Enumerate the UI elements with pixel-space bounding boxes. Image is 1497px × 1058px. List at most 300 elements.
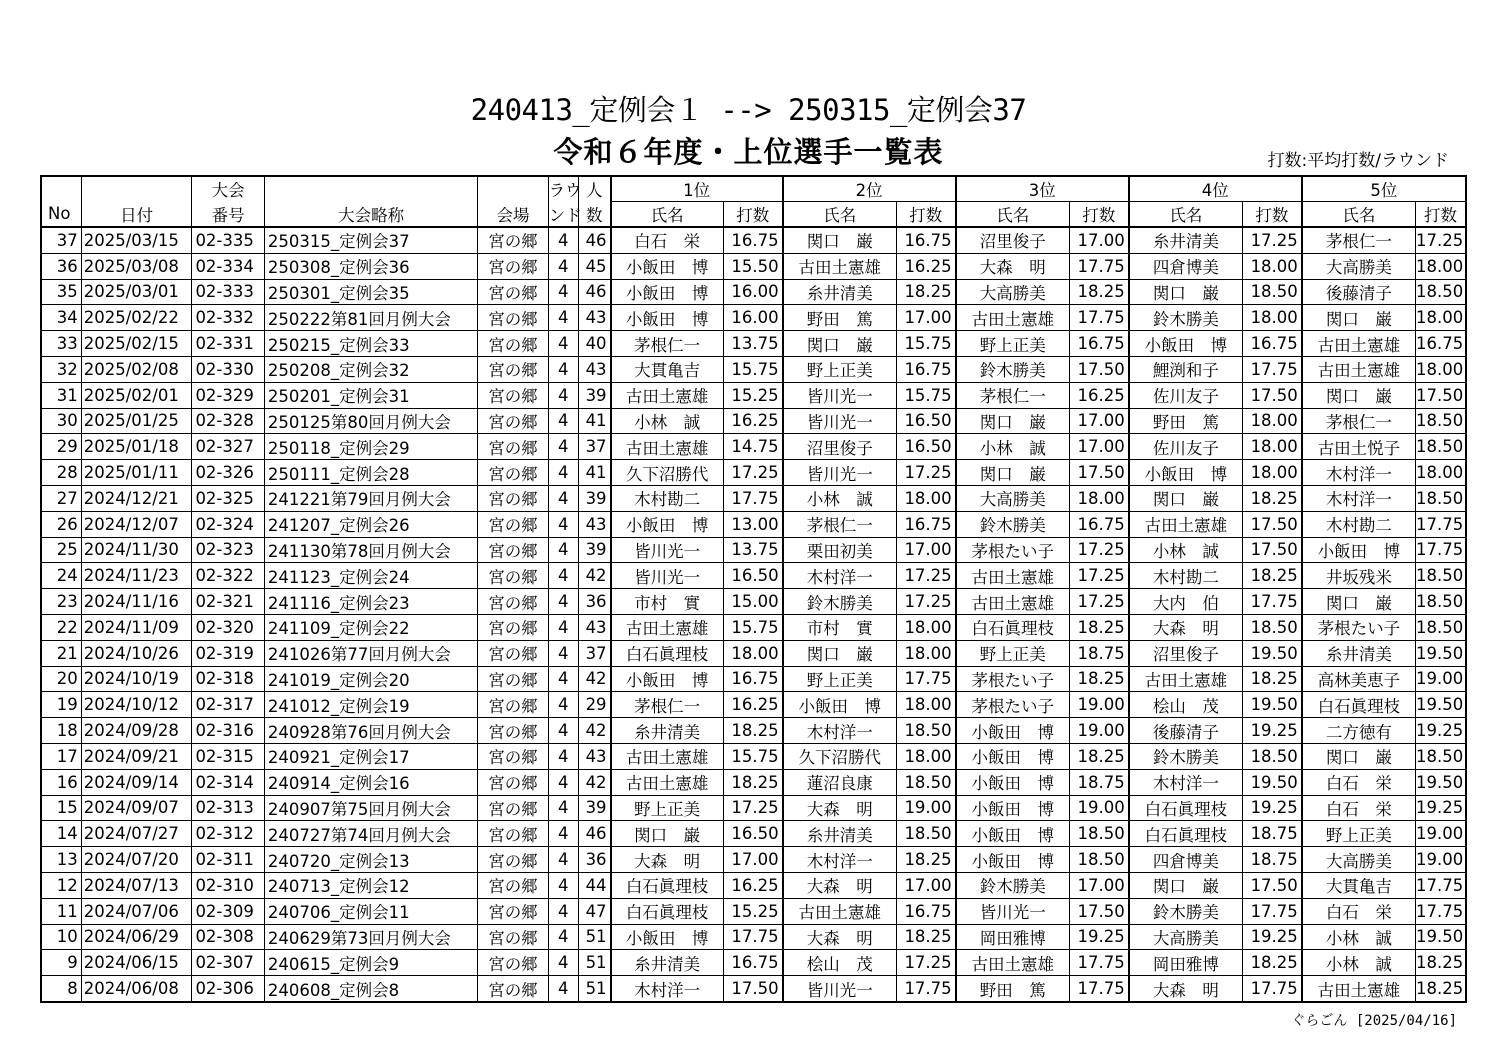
table-row xyxy=(41,305,1466,331)
player-2-cell: 沼里俊子 xyxy=(783,434,897,460)
table-row xyxy=(41,666,1466,692)
participants-cell: 43 xyxy=(578,356,610,382)
venue-cell: 宮の郷 xyxy=(478,563,548,589)
date-cell: 2024/09/14 xyxy=(81,769,192,795)
participants-cell: 41 xyxy=(578,408,610,434)
player-4-cell: 四倉博美 xyxy=(1129,253,1243,279)
score-3-cell: 16.25 xyxy=(1069,382,1128,408)
player-5-cell: 大貫亀吉 xyxy=(1302,872,1416,898)
score-4-cell: 18.25 xyxy=(1242,950,1301,976)
player-4-cell: 大森 明 xyxy=(1129,976,1243,1002)
rounds-cell: 4 xyxy=(548,485,578,511)
player-5-cell: 古田土憲雄 xyxy=(1302,976,1416,1002)
row-no-cell: 18 xyxy=(41,718,81,744)
player-1-cell: 白石眞理枝 xyxy=(611,872,724,898)
player-3-cell: 白石眞理枝 xyxy=(956,614,1070,640)
player-3-cell: 関口 巌 xyxy=(956,460,1070,486)
score-3-cell: 18.50 xyxy=(1069,847,1128,873)
score-1-cell: 17.75 xyxy=(723,485,782,511)
date-cell: 2024/06/08 xyxy=(81,976,192,1002)
venue-cell: 宮の郷 xyxy=(478,614,548,640)
score-1-cell: 16.50 xyxy=(723,563,782,589)
score-4-cell: 18.50 xyxy=(1242,614,1301,640)
event-name-cell: 250222第81回月例大会 xyxy=(264,305,477,331)
score-5-cell: 19.00 xyxy=(1416,821,1466,847)
event-name-cell: 240720_定例会13 xyxy=(264,847,477,873)
player-2-cell: 皆川光一 xyxy=(783,382,897,408)
date-cell: 2024/10/26 xyxy=(81,640,192,666)
date-cell: 2024/06/15 xyxy=(81,950,192,976)
score-1-cell: 16.75 xyxy=(723,950,782,976)
player-2-cell: 皆川光一 xyxy=(783,408,897,434)
score-1-cell: 15.75 xyxy=(723,743,782,769)
score-5-cell: 16.75 xyxy=(1416,331,1466,357)
rounds-cell: 4 xyxy=(548,305,578,331)
participants-cell: 51 xyxy=(578,924,610,950)
player-1-cell: 糸井清美 xyxy=(611,950,724,976)
table-row xyxy=(41,511,1466,537)
player-5-cell: 野上正美 xyxy=(1302,821,1416,847)
score-5-cell: 18.00 xyxy=(1416,460,1466,486)
player-4-cell: 鯉渕和子 xyxy=(1129,356,1243,382)
score-4-cell: 19.50 xyxy=(1242,769,1301,795)
event-number-cell: 02-307 xyxy=(192,950,264,976)
venue-cell: 宮の郷 xyxy=(478,460,548,486)
rounds-cell: 4 xyxy=(548,640,578,666)
venue-cell: 宮の郷 xyxy=(478,898,548,924)
player-1-cell: 大森 明 xyxy=(611,847,724,873)
player-4-cell: 関口 巌 xyxy=(1129,279,1243,305)
player-5-cell: 小林 誠 xyxy=(1302,950,1416,976)
score-3-cell: 17.00 xyxy=(1069,227,1128,253)
player-2-cell: 木村洋一 xyxy=(783,563,897,589)
row-no-cell: 22 xyxy=(41,614,81,640)
player-4-cell: 関口 巌 xyxy=(1129,872,1243,898)
score-1-cell: 15.50 xyxy=(723,253,782,279)
event-name-cell: 250301_定例会35 xyxy=(264,279,477,305)
player-1-cell: 古田土憲雄 xyxy=(611,769,724,795)
score-4-cell: 18.00 xyxy=(1242,460,1301,486)
participants-cell: 46 xyxy=(578,227,610,253)
event-name-cell: 240608_定例会8 xyxy=(264,976,477,1002)
table-row xyxy=(41,614,1466,640)
score-5-cell: 17.75 xyxy=(1416,872,1466,898)
score-2-cell: 17.25 xyxy=(896,589,955,615)
player-2-cell: 野上正美 xyxy=(783,666,897,692)
row-no-cell: 33 xyxy=(41,331,81,357)
event-name-cell: 250308_定例会36 xyxy=(264,253,477,279)
table-row xyxy=(41,356,1466,382)
participants-cell: 41 xyxy=(578,460,610,486)
event-number-cell: 02-315 xyxy=(192,743,264,769)
score-3-cell: 16.75 xyxy=(1069,331,1128,357)
player-3-cell: 大森 明 xyxy=(956,253,1070,279)
player-4-cell: 糸井清美 xyxy=(1129,227,1243,253)
event-number-cell: 02-308 xyxy=(192,924,264,950)
participants-cell: 47 xyxy=(578,898,610,924)
player-5-cell: 木村洋一 xyxy=(1302,485,1416,511)
score-3-cell: 17.75 xyxy=(1069,253,1128,279)
score-1-cell: 14.75 xyxy=(723,434,782,460)
score-2-cell: 17.75 xyxy=(896,976,955,1002)
date-cell: 2024/12/21 xyxy=(81,485,192,511)
score-1-cell: 16.25 xyxy=(723,872,782,898)
row-no-cell: 35 xyxy=(41,279,81,305)
score-3-cell: 17.25 xyxy=(1069,563,1128,589)
score-3-cell: 17.25 xyxy=(1069,589,1128,615)
venue-cell: 宮の郷 xyxy=(478,382,548,408)
table-row xyxy=(41,408,1466,434)
score-2-cell: 16.25 xyxy=(896,253,955,279)
rounds-cell: 4 xyxy=(548,976,578,1002)
player-1-cell: 古田土憲雄 xyxy=(611,382,724,408)
header-people-top: 人 xyxy=(578,176,610,202)
score-2-cell: 16.50 xyxy=(896,408,955,434)
header-place-1: 1位 xyxy=(611,176,783,202)
player-2-cell: 木村洋一 xyxy=(783,847,897,873)
player-3-cell: 茅根たい子 xyxy=(956,692,1070,718)
event-name-cell: 250111_定例会28 xyxy=(264,460,477,486)
event-number-cell: 02-322 xyxy=(192,563,264,589)
score-4-cell: 19.25 xyxy=(1242,718,1301,744)
score-4-cell: 18.25 xyxy=(1242,485,1301,511)
rounds-cell: 4 xyxy=(548,743,578,769)
player-5-cell: 古田土憲雄 xyxy=(1302,356,1416,382)
player-2-cell: 蓮沼良康 xyxy=(783,769,897,795)
table-row xyxy=(41,924,1466,950)
player-5-cell: 高林美恵子 xyxy=(1302,666,1416,692)
report-title: 令和６年度・上位選手一覧表 xyxy=(553,135,944,169)
participants-cell: 42 xyxy=(578,769,610,795)
event-name-cell: 241123_定例会24 xyxy=(264,563,477,589)
date-cell: 2025/02/01 xyxy=(81,382,192,408)
event-number-cell: 02-324 xyxy=(192,511,264,537)
venue-cell: 宮の郷 xyxy=(478,821,548,847)
score-3-cell: 18.25 xyxy=(1069,279,1128,305)
player-3-cell: 小飯田 博 xyxy=(956,769,1070,795)
score-2-cell: 18.00 xyxy=(896,485,955,511)
score-5-cell: 18.50 xyxy=(1416,279,1466,305)
score-4-cell: 17.75 xyxy=(1242,976,1301,1002)
score-1-cell: 16.00 xyxy=(723,305,782,331)
row-no-cell: 32 xyxy=(41,356,81,382)
score-3-cell: 19.25 xyxy=(1069,924,1128,950)
score-1-cell: 15.00 xyxy=(723,589,782,615)
player-1-cell: 茅根仁一 xyxy=(611,692,724,718)
score-4-cell: 18.50 xyxy=(1242,743,1301,769)
table-row xyxy=(41,460,1466,486)
player-4-cell: 後藤清子 xyxy=(1129,718,1243,744)
score-3-cell: 18.25 xyxy=(1069,614,1128,640)
venue-cell: 宮の郷 xyxy=(478,356,548,382)
venue-cell: 宮の郷 xyxy=(478,718,548,744)
score-5-cell: 19.50 xyxy=(1416,769,1466,795)
player-3-cell: 茅根たい子 xyxy=(956,537,1070,563)
row-no-cell: 17 xyxy=(41,743,81,769)
player-1-cell: 古田土憲雄 xyxy=(611,614,724,640)
row-no-cell: 9 xyxy=(41,950,81,976)
rounds-cell: 4 xyxy=(548,898,578,924)
header-player-4: 氏名 xyxy=(1129,202,1243,228)
score-1-cell: 16.25 xyxy=(723,408,782,434)
player-5-cell: 大高勝美 xyxy=(1302,847,1416,873)
rounds-cell: 4 xyxy=(548,563,578,589)
score-2-cell: 18.50 xyxy=(896,821,955,847)
venue-cell: 宮の郷 xyxy=(478,253,548,279)
score-5-cell: 18.25 xyxy=(1416,976,1466,1002)
participants-cell: 42 xyxy=(578,718,610,744)
score-4-cell: 18.00 xyxy=(1242,408,1301,434)
player-3-cell: 野田 篤 xyxy=(956,976,1070,1002)
participants-cell: 42 xyxy=(578,563,610,589)
player-4-cell: 白石眞理枝 xyxy=(1129,795,1243,821)
participants-cell: 29 xyxy=(578,692,610,718)
score-1-cell: 18.00 xyxy=(723,640,782,666)
player-3-cell: 古田土憲雄 xyxy=(956,950,1070,976)
player-4-cell: 木村勘二 xyxy=(1129,563,1243,589)
score-4-cell: 18.00 xyxy=(1242,253,1301,279)
date-cell: 2024/12/07 xyxy=(81,511,192,537)
date-cell: 2025/01/18 xyxy=(81,434,192,460)
player-3-cell: 皆川光一 xyxy=(956,898,1070,924)
participants-cell: 51 xyxy=(578,976,610,1002)
player-2-cell: 関口 巌 xyxy=(783,331,897,357)
venue-cell: 宮の郷 xyxy=(478,872,548,898)
date-cell: 2025/02/15 xyxy=(81,331,192,357)
player-1-cell: 木村勘二 xyxy=(611,485,724,511)
score-2-cell: 15.75 xyxy=(896,382,955,408)
player-3-cell: 鈴木勝美 xyxy=(956,872,1070,898)
score-2-cell: 18.00 xyxy=(896,614,955,640)
header-taikai: 大会 xyxy=(192,176,264,202)
event-number-cell: 02-331 xyxy=(192,331,264,357)
event-name-cell: 240615_定例会9 xyxy=(264,950,477,976)
venue-cell: 宮の郷 xyxy=(478,666,548,692)
player-4-cell: 岡田雅博 xyxy=(1129,950,1243,976)
score-2-cell: 16.75 xyxy=(896,898,955,924)
table-row xyxy=(41,227,1466,253)
row-no-cell: 8 xyxy=(41,976,81,1002)
player-1-cell: 小飯田 博 xyxy=(611,924,724,950)
row-no-cell: 21 xyxy=(41,640,81,666)
header-row-1 xyxy=(41,176,1466,202)
date-cell: 2024/07/13 xyxy=(81,872,192,898)
rounds-cell: 4 xyxy=(548,460,578,486)
row-no-cell: 28 xyxy=(41,460,81,486)
venue-cell: 宮の郷 xyxy=(478,976,548,1002)
score-3-cell: 18.75 xyxy=(1069,769,1128,795)
score-4-cell: 18.50 xyxy=(1242,279,1301,305)
participants-cell: 43 xyxy=(578,743,610,769)
rounds-cell: 4 xyxy=(548,279,578,305)
player-5-cell: 茅根たい子 xyxy=(1302,614,1416,640)
row-no-cell: 23 xyxy=(41,589,81,615)
event-number-cell: 02-318 xyxy=(192,666,264,692)
score-1-cell: 13.75 xyxy=(723,331,782,357)
venue-cell: 宮の郷 xyxy=(478,589,548,615)
score-5-cell: 18.50 xyxy=(1416,408,1466,434)
venue-cell: 宮の郷 xyxy=(478,950,548,976)
player-5-cell: 茅根仁一 xyxy=(1302,227,1416,253)
score-4-cell: 19.50 xyxy=(1242,692,1301,718)
rounds-cell: 4 xyxy=(548,718,578,744)
player-1-cell: 茅根仁一 xyxy=(611,331,724,357)
player-3-cell: 古田土憲雄 xyxy=(956,589,1070,615)
event-number-cell: 02-309 xyxy=(192,898,264,924)
table-row xyxy=(41,485,1466,511)
player-4-cell: 佐川友子 xyxy=(1129,382,1243,408)
rounds-cell: 4 xyxy=(548,692,578,718)
results-body xyxy=(41,227,1466,1002)
row-no-cell: 13 xyxy=(41,847,81,873)
player-5-cell: 白石 栄 xyxy=(1302,898,1416,924)
participants-cell: 45 xyxy=(578,253,610,279)
score-3-cell: 17.50 xyxy=(1069,460,1128,486)
score-1-cell: 17.25 xyxy=(723,460,782,486)
header-venue: 会場 xyxy=(478,202,548,228)
score-3-cell: 17.00 xyxy=(1069,408,1128,434)
score-2-cell: 18.00 xyxy=(896,692,955,718)
header-place-4: 4位 xyxy=(1129,176,1302,202)
table-row xyxy=(41,279,1466,305)
event-number-cell: 02-333 xyxy=(192,279,264,305)
event-number-cell: 02-306 xyxy=(192,976,264,1002)
header-venue-top xyxy=(478,176,548,202)
rounds-cell: 4 xyxy=(548,537,578,563)
row-no-cell: 37 xyxy=(41,227,81,253)
participants-cell: 36 xyxy=(578,589,610,615)
event-name-cell: 240713_定例会12 xyxy=(264,872,477,898)
player-5-cell: 関口 巌 xyxy=(1302,382,1416,408)
player-5-cell: 関口 巌 xyxy=(1302,305,1416,331)
rounds-cell: 4 xyxy=(548,821,578,847)
player-4-cell: 関口 巌 xyxy=(1129,485,1243,511)
rounds-cell: 4 xyxy=(548,382,578,408)
row-no-cell: 31 xyxy=(41,382,81,408)
event-number-cell: 02-320 xyxy=(192,614,264,640)
score-4-cell: 17.75 xyxy=(1242,356,1301,382)
player-2-cell: 大森 明 xyxy=(783,795,897,821)
player-5-cell: 古田土悦子 xyxy=(1302,434,1416,460)
table-row xyxy=(41,692,1466,718)
score-2-cell: 16.50 xyxy=(896,434,955,460)
player-4-cell: 佐川友子 xyxy=(1129,434,1243,460)
score-2-cell: 16.75 xyxy=(896,356,955,382)
venue-cell: 宮の郷 xyxy=(478,227,548,253)
header-score-2: 打数 xyxy=(896,202,955,228)
event-name-cell: 241012_定例会19 xyxy=(264,692,477,718)
score-2-cell: 17.75 xyxy=(896,666,955,692)
player-2-cell: 大森 明 xyxy=(783,924,897,950)
score-3-cell: 17.00 xyxy=(1069,872,1128,898)
participants-cell: 37 xyxy=(578,434,610,460)
venue-cell: 宮の郷 xyxy=(478,279,548,305)
score-5-cell: 19.00 xyxy=(1416,666,1466,692)
event-name-cell: 240706_定例会11 xyxy=(264,898,477,924)
date-cell: 2024/09/07 xyxy=(81,795,192,821)
score-5-cell: 18.50 xyxy=(1416,743,1466,769)
player-5-cell: 白石 栄 xyxy=(1302,795,1416,821)
header-people: 数 xyxy=(578,202,610,228)
player-1-cell: 糸井清美 xyxy=(611,718,724,744)
player-1-cell: 古田土憲雄 xyxy=(611,743,724,769)
table-row xyxy=(41,743,1466,769)
score-2-cell: 17.00 xyxy=(896,872,955,898)
score-5-cell: 19.50 xyxy=(1416,924,1466,950)
score-5-cell: 17.50 xyxy=(1416,382,1466,408)
score-5-cell: 18.50 xyxy=(1416,614,1466,640)
player-1-cell: 久下沼勝代 xyxy=(611,460,724,486)
score-3-cell: 18.75 xyxy=(1069,640,1128,666)
date-cell: 2025/02/22 xyxy=(81,305,192,331)
event-number-cell: 02-323 xyxy=(192,537,264,563)
player-1-cell: 野上正美 xyxy=(611,795,724,821)
rounds-cell: 4 xyxy=(548,253,578,279)
player-4-cell: 桧山 茂 xyxy=(1129,692,1243,718)
player-5-cell: 糸井清美 xyxy=(1302,640,1416,666)
score-3-cell: 17.50 xyxy=(1069,356,1128,382)
player-5-cell: 関口 巌 xyxy=(1302,743,1416,769)
player-1-cell: 大貫亀吉 xyxy=(611,356,724,382)
table-row xyxy=(41,718,1466,744)
score-4-cell: 17.50 xyxy=(1242,382,1301,408)
event-name-cell: 240914_定例会16 xyxy=(264,769,477,795)
event-number-cell: 02-325 xyxy=(192,485,264,511)
header-no-top xyxy=(41,176,81,202)
player-3-cell: 鈴木勝美 xyxy=(956,356,1070,382)
player-5-cell: 二方徳有 xyxy=(1302,718,1416,744)
rounds-cell: 4 xyxy=(548,434,578,460)
player-4-cell: 木村洋一 xyxy=(1129,769,1243,795)
date-cell: 2024/11/16 xyxy=(81,589,192,615)
rounds-cell: 4 xyxy=(548,950,578,976)
score-1-cell: 17.25 xyxy=(723,795,782,821)
score-4-cell: 17.50 xyxy=(1242,537,1301,563)
event-name-cell: 250208_定例会32 xyxy=(264,356,477,382)
date-cell: 2025/01/25 xyxy=(81,408,192,434)
header-round: ンド xyxy=(548,202,578,228)
date-cell: 2024/11/23 xyxy=(81,563,192,589)
score-1-cell: 15.25 xyxy=(723,898,782,924)
participants-cell: 39 xyxy=(578,485,610,511)
participants-cell: 43 xyxy=(578,511,610,537)
score-4-cell: 19.50 xyxy=(1242,640,1301,666)
venue-cell: 宮の郷 xyxy=(478,305,548,331)
event-number-cell: 02-316 xyxy=(192,718,264,744)
player-2-cell: 鈴木勝美 xyxy=(783,589,897,615)
row-no-cell: 14 xyxy=(41,821,81,847)
player-5-cell: 木村洋一 xyxy=(1302,460,1416,486)
rounds-cell: 4 xyxy=(548,614,578,640)
player-3-cell: 小飯田 博 xyxy=(956,821,1070,847)
table-row xyxy=(41,537,1466,563)
event-number-cell: 02-329 xyxy=(192,382,264,408)
score-1-cell: 16.00 xyxy=(723,279,782,305)
player-2-cell: 桧山 茂 xyxy=(783,950,897,976)
event-name-cell: 241026第77回月例大会 xyxy=(264,640,477,666)
player-5-cell: 小飯田 博 xyxy=(1302,537,1416,563)
table-row xyxy=(41,434,1466,460)
table-row xyxy=(41,589,1466,615)
score-2-cell: 18.25 xyxy=(896,924,955,950)
player-5-cell: 木村勘二 xyxy=(1302,511,1416,537)
date-cell: 2024/10/19 xyxy=(81,666,192,692)
player-5-cell: 白石 栄 xyxy=(1302,769,1416,795)
score-5-cell: 18.50 xyxy=(1416,485,1466,511)
row-no-cell: 36 xyxy=(41,253,81,279)
row-no-cell: 25 xyxy=(41,537,81,563)
player-2-cell: 小林 誠 xyxy=(783,485,897,511)
